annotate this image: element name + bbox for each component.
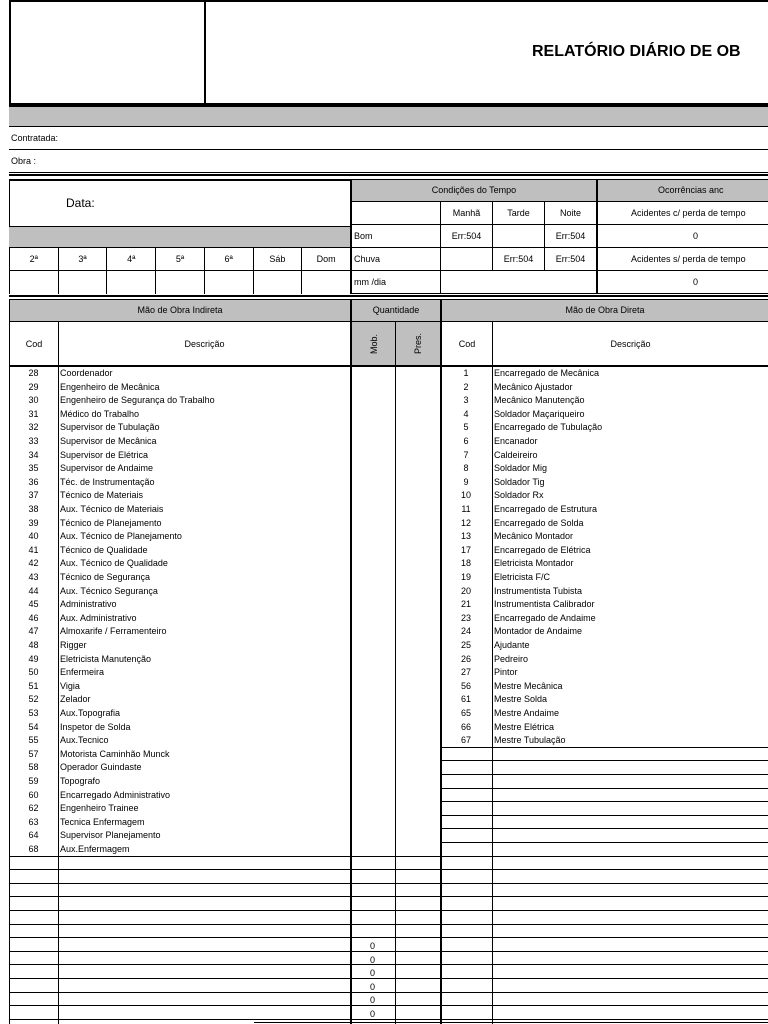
- indireta-desc: Coordenador: [60, 368, 113, 378]
- weekday-value[interactable]: [9, 271, 58, 294]
- indireta-desc: Motorista Caminhão Munck: [60, 748, 170, 759]
- pres-header: [395, 322, 440, 366]
- quantidade-title: Quantidade: [350, 300, 440, 322]
- grid-line: [9, 924, 350, 925]
- grid-line: [9, 896, 350, 897]
- indireta-cod: 38: [28, 504, 39, 514]
- indireta-desc: Supervisor de Tubulação: [60, 422, 160, 433]
- grid-line: [440, 896, 768, 897]
- indireta-cod: 52: [28, 694, 39, 705]
- header-gray-band: [9, 105, 768, 127]
- direta-desc: Soldador Rx: [494, 490, 544, 501]
- grid-line: [440, 964, 768, 965]
- indireta-cod: 58: [28, 762, 39, 773]
- grid-line: [9, 1019, 350, 1020]
- page-title: RELATÓRIO DIÁRIO DE OB: [532, 43, 741, 60]
- direta-desc: Mestre Elétrica: [494, 721, 555, 732]
- direta-desc: Eletricista Montador: [494, 558, 574, 569]
- weekday-value[interactable]: [155, 271, 204, 294]
- indireta-desc: Enfermeira: [60, 667, 105, 678]
- grid-line: [440, 842, 768, 843]
- indireta-desc: Técnico de Planejamento: [60, 517, 162, 528]
- logo-box: [9, 0, 205, 105]
- mob-value[interactable]: 0: [369, 968, 375, 979]
- weekday-label: Dom: [301, 248, 350, 271]
- direta-cod: 23: [460, 612, 471, 623]
- indireta-desc: Supervisor de Elétrica: [60, 449, 149, 460]
- grid-line: [440, 760, 768, 761]
- ocorrencia-label: Acidentes c/ perda de tempo: [596, 202, 768, 225]
- weather-row-label: Bom: [350, 225, 440, 248]
- indireta-desc: Eletricista Manutenção: [60, 653, 152, 664]
- direta-cod: 1: [463, 368, 469, 378]
- indireta-cod: 57: [28, 748, 39, 759]
- weather-col-header: Noite: [544, 202, 596, 225]
- grid-line: [395, 366, 396, 1024]
- indireta-cod: 32: [28, 422, 39, 433]
- direta-cod: 61: [460, 694, 471, 705]
- direta-cod: 6: [463, 436, 469, 446]
- direta-title: Mão de Obra Direta: [440, 300, 768, 322]
- mob-value[interactable]: 0: [369, 1009, 375, 1019]
- grid-line: [440, 924, 768, 925]
- direta-desc: Encarregado de Andaime: [494, 612, 596, 623]
- indireta-cod: 33: [28, 436, 39, 446]
- direta-desc: Soldador Maçariqueiro: [494, 408, 585, 419]
- indireta-desc: Tecnica Enfermagem: [60, 816, 145, 827]
- indireta-cod: 28: [28, 368, 39, 378]
- direta-desc: Mecânico Manutenção: [494, 395, 585, 406]
- weekday-label: 6ª: [204, 248, 253, 271]
- rain-mm-value[interactable]: [440, 271, 596, 294]
- weather-title: Condições do Tempo: [350, 180, 596, 202]
- direta-desc: Mestre Tubulação: [494, 735, 566, 746]
- indireta-cod: 36: [28, 476, 39, 487]
- direta-desc: Mestre Andaime: [494, 708, 560, 718]
- direta-cod: 65: [460, 708, 471, 718]
- indireta-desc: Engenheiro de Segurança do Trabalho: [60, 395, 215, 406]
- indireta-desc: Zelador: [60, 694, 91, 705]
- indireta-cod: 55: [28, 735, 39, 746]
- direta-desc: Mecânico Ajustador: [494, 381, 573, 392]
- weather-row-label: mm /dia: [350, 271, 440, 294]
- grid-line: [440, 937, 768, 938]
- pres-header-text: Pres.: [413, 333, 423, 355]
- indireta-desc: Aux. Técnico de Qualidade: [60, 558, 168, 569]
- indireta-desc: Topografo: [60, 776, 101, 786]
- grid-line: [440, 774, 768, 775]
- direta-desc: Eletricista F/C: [494, 572, 551, 582]
- indireta-cod: 40: [28, 531, 39, 542]
- direta-cod: 8: [463, 463, 469, 474]
- direta-cod: 19: [460, 572, 471, 582]
- grid-line: [9, 964, 350, 965]
- direta-desc: Instrumentista Tubista: [494, 585, 583, 596]
- indireta-cod: 53: [28, 708, 39, 718]
- indireta-cod: 46: [28, 612, 39, 623]
- indireta-cod: 43: [28, 572, 39, 582]
- indireta-cod: 68: [28, 844, 39, 854]
- indireta-cod-header: Cod: [9, 322, 58, 366]
- direta-desc: Caldeireiro: [494, 449, 538, 460]
- weekday-label: 2ª: [9, 248, 58, 271]
- ocorrencias-title-text: Ocorrências anc: [658, 185, 724, 195]
- mob-value[interactable]: 0: [369, 981, 375, 992]
- grid-line: [350, 924, 440, 925]
- direta-cod: 26: [460, 653, 471, 664]
- indireta-cod: 49: [28, 653, 39, 664]
- direta-cod: 10: [460, 490, 471, 501]
- indireta-desc: Supervisor Planejamento: [60, 830, 161, 841]
- indireta-cod: 60: [28, 789, 39, 800]
- ocorrencia-label: Acidentes s/ perda de tempo: [596, 248, 768, 271]
- direta-desc: Mecânico Montador: [494, 531, 574, 542]
- weather-row-label: Chuva: [350, 248, 440, 271]
- direta-cod: 13: [460, 531, 471, 542]
- direta-cod: 21: [460, 599, 471, 610]
- grid-line: [440, 788, 768, 789]
- ocorrencia-value[interactable]: 0: [596, 225, 768, 248]
- indireta-cod: 39: [28, 517, 39, 528]
- grid-line: [350, 937, 440, 938]
- grid-line: [9, 978, 350, 979]
- grid-line: [440, 856, 768, 857]
- direta-cod: 9: [463, 476, 469, 487]
- indireta-desc: Técnico de Segurança: [60, 572, 151, 582]
- weekday-label: Sáb: [253, 248, 302, 271]
- direta-cod: 20: [460, 585, 471, 596]
- direta-desc: Encarregado de Elétrica: [494, 544, 591, 555]
- indireta-cod: 37: [28, 490, 39, 501]
- indireta-cod: 30: [28, 395, 39, 406]
- indireta-cod: 31: [28, 408, 39, 419]
- indireta-desc: Almoxarife / Ferramenteiro: [60, 626, 167, 637]
- grid-line: [58, 366, 59, 1024]
- ocorrencias-title: [596, 180, 768, 202]
- indireta-desc: Encarregado Administrativo: [60, 789, 171, 800]
- weather-value[interactable]: [492, 225, 544, 248]
- grid-line: [9, 910, 350, 911]
- grid-line: [350, 856, 440, 857]
- direta-desc: Mestre Mecânica: [494, 680, 563, 691]
- grid-line: [9, 937, 350, 938]
- direta-cod: 24: [460, 626, 471, 637]
- weekday-label: 3ª: [58, 248, 107, 271]
- direta-cod: 56: [460, 680, 471, 691]
- indireta-cod: 42: [28, 558, 39, 569]
- indireta-desc: Aux.Tecnico: [60, 735, 109, 746]
- weekday-value[interactable]: [301, 271, 350, 294]
- weather-value[interactable]: Err:504: [440, 225, 492, 248]
- grid-line: [350, 869, 440, 870]
- indireta-cod: 64: [28, 830, 39, 841]
- direta-cod: 11: [461, 504, 471, 514]
- mob-value[interactable]: 0: [369, 941, 375, 951]
- grid-line: [440, 801, 768, 802]
- mob-value[interactable]: 0: [369, 954, 375, 965]
- weekday-value[interactable]: [204, 271, 253, 294]
- direta-cod: 17: [460, 544, 471, 555]
- indireta-desc: Aux. Administrativo: [60, 612, 137, 623]
- direta-cod: 12: [460, 517, 471, 528]
- indireta-desc: Administrativo: [60, 599, 117, 610]
- weekday-label: 5ª: [155, 248, 204, 271]
- indireta-desc: Aux. Técnico de Planejamento: [60, 531, 182, 542]
- indireta-cod: 35: [28, 463, 39, 474]
- grid-line: [440, 1019, 768, 1020]
- direta-desc: Soldador Mig: [494, 463, 548, 474]
- divider: [9, 174, 768, 176]
- indireta-desc: Aux.Topografia: [60, 708, 121, 718]
- grid-line: [440, 1005, 768, 1006]
- divider: [9, 295, 768, 297]
- indireta-desc: Téc. de Instrumentação: [60, 476, 155, 487]
- indireta-desc: Médico do Trabalho: [60, 408, 140, 419]
- ocorrencia-value[interactable]: 0: [596, 271, 768, 294]
- indireta-cod: 44: [28, 585, 39, 596]
- grid-line: [440, 828, 768, 829]
- mob-header-text: Mob.: [368, 333, 379, 354]
- indireta-cod: 29: [28, 381, 39, 392]
- weather-value[interactable]: Err:504: [492, 248, 544, 271]
- weekday-value[interactable]: [106, 271, 155, 294]
- direta-desc: Instrumentista Calibrador: [494, 599, 595, 610]
- grid-line: [440, 951, 768, 952]
- grid-line: [350, 896, 440, 897]
- contratada-label: Contratada:: [9, 128, 768, 150]
- weather-col-header: Tarde: [492, 202, 544, 225]
- indireta-desc-header: Descrição: [58, 322, 350, 366]
- indireta-cod: 54: [28, 721, 39, 732]
- indireta-desc: Técnico de Qualidade: [60, 544, 148, 555]
- indireta-cod: 63: [28, 816, 39, 827]
- mob-value[interactable]: 0: [369, 995, 375, 1006]
- direta-cod: 66: [460, 721, 471, 732]
- date-gray-band: [9, 226, 350, 248]
- grid-line: [440, 910, 768, 911]
- direta-desc: Ajudante: [494, 640, 530, 650]
- indireta-desc: Engenheiro de Mecânica: [60, 381, 160, 392]
- grid-line: [440, 883, 768, 884]
- direta-desc: Mestre Solda: [494, 694, 548, 705]
- indireta-desc: Rigger: [60, 640, 87, 650]
- grid-line: [9, 992, 350, 993]
- direta-cod: 3: [463, 395, 469, 406]
- direta-desc: Pintor: [494, 667, 518, 678]
- indireta-desc: Operador Guindaste: [60, 762, 142, 773]
- mob-header: [350, 322, 395, 366]
- direta-cod: 2: [463, 381, 469, 392]
- grid-line: [9, 1005, 350, 1006]
- direta-desc: Encarregado de Solda: [494, 517, 584, 528]
- direta-cod: 27: [460, 667, 471, 678]
- indireta-desc: Aux. Técnico Segurança: [60, 585, 158, 596]
- indireta-cod: 34: [28, 449, 39, 460]
- indireta-cod: 47: [28, 626, 39, 637]
- direta-desc: Soldador Tig: [494, 476, 545, 487]
- grid-line: [9, 869, 350, 870]
- weather-value[interactable]: Err:504: [544, 248, 596, 271]
- grid-line: [350, 366, 352, 1024]
- indireta-title: Mão de Obra Indireta: [9, 300, 350, 322]
- grid-line: [350, 883, 440, 884]
- direta-desc: Encarregado de Tubulação: [494, 422, 603, 433]
- weather-col-header: Manhã: [440, 202, 492, 225]
- direta-desc: Pedreiro: [494, 653, 529, 664]
- direta-desc: Encarregado de Mecânica: [494, 368, 600, 378]
- weather-value[interactable]: Err:504: [544, 225, 596, 248]
- direta-cod: 25: [460, 640, 471, 650]
- direta-cod: 18: [460, 558, 471, 569]
- indireta-cod: 45: [28, 599, 39, 610]
- direta-desc: Encanador: [494, 436, 538, 446]
- indireta-cod: 50: [28, 667, 39, 678]
- obra-label: Obra :: [9, 151, 768, 173]
- indireta-desc: Técnico de Materiais: [60, 490, 144, 501]
- indireta-desc: Supervisor de Andaime: [60, 463, 154, 474]
- grid-line: [440, 992, 768, 993]
- date-label: Data:: [66, 196, 95, 210]
- grid-line: [440, 815, 768, 816]
- direta-cod-header: Cod: [440, 322, 492, 366]
- indireta-cod: 41: [28, 544, 39, 555]
- grid-line: [440, 978, 768, 979]
- direta-desc: Encarregado de Estrutura: [494, 504, 598, 514]
- indireta-cod: 51: [28, 680, 39, 691]
- indireta-desc: Inspetor de Solda: [60, 721, 131, 732]
- direta-cod: 5: [463, 422, 469, 433]
- indireta-desc: Engenheiro Trainee: [60, 803, 139, 814]
- grid-line: [9, 883, 350, 884]
- indireta-desc: Aux.Enfermagem: [60, 844, 130, 854]
- indireta-cod: 62: [28, 803, 39, 814]
- direta-desc-header: Descrição: [492, 322, 768, 366]
- grid-line: [440, 869, 768, 870]
- indireta-desc: Supervisor de Mecânica: [60, 436, 157, 446]
- divider: [254, 1022, 768, 1023]
- grid-line: [492, 366, 493, 1024]
- weekday-value[interactable]: [58, 271, 107, 294]
- indireta-desc: Aux. Técnico de Materiais: [60, 504, 164, 514]
- weekday-value[interactable]: [253, 271, 302, 294]
- direta-cod: 4: [463, 408, 469, 419]
- grid-line: [350, 910, 440, 911]
- grid-line: [9, 951, 350, 952]
- direta-cod: 67: [460, 735, 471, 746]
- weather-corner: [350, 202, 440, 225]
- indireta-desc: Vigia: [60, 680, 80, 691]
- direta-desc: Montador de Andaime: [494, 626, 583, 637]
- weather-value[interactable]: [440, 248, 492, 271]
- weekday-label: 4ª: [106, 248, 155, 271]
- indireta-cod: 48: [28, 640, 39, 650]
- direta-cod: 7: [463, 449, 469, 460]
- indireta-cod: 59: [28, 776, 39, 786]
